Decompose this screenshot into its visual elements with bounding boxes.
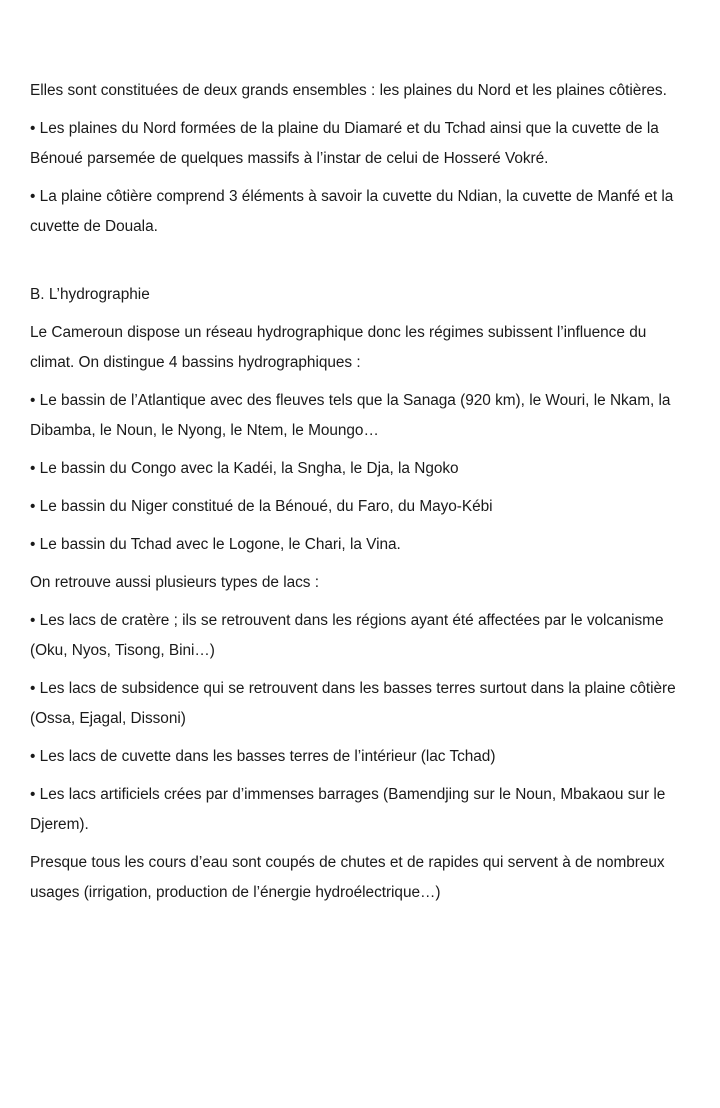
bullet-bassin-niger: • Le bassin du Niger constitué de la Bénoué, du Faro, du Mayo-Kébi (30, 498, 493, 515)
heading-hydrographie: B. L’hydrographie (30, 286, 150, 303)
bullet-plaine-cotiere: • La plaine côtière comprend 3 éléments à savoir la cuvette du Ndian, la cuvette de Manfé et la cuvette de Douala. (30, 188, 674, 235)
bullet-plaines-nord: • Les plaines du Nord formées de la plaine du Diamaré et du Tchad ainsi que la cuvette de la Bénoué parsemée de quelques massifs à l’instar de celui de Hosseré Vokré. (30, 120, 659, 167)
paragraph-types-lacs: On retrouve aussi plusieurs types de lacs : (30, 574, 319, 591)
bullet-lacs-subsidence: • Les lacs de subsidence qui se retrouvent dans les basses terres surtout dans la plaine côtière (Ossa, Ejagal, Dissoni) (30, 680, 676, 727)
paragraph-intro-plaines: Elles sont constituées de deux grands ensembles : les plaines du Nord et les plaines côtières. (30, 82, 667, 99)
document-body (30, 76, 694, 908)
paragraph-chutes-rapides: Presque tous les cours d’eau sont coupés de chutes et de rapides qui servent à de nombreux usages (irrigation, production de l’énergie hydroélectrique…) (30, 854, 665, 901)
bullet-bassin-tchad: • Le bassin du Tchad avec le Logone, le Chari, la Vina. (30, 536, 401, 553)
bullet-lacs-cuvette: • Les lacs de cuvette dans les basses terres de l’intérieur (lac Tchad) (30, 748, 496, 765)
bullet-bassin-congo: • Le bassin du Congo avec la Kadéi, la Sngha, le Dja, la Ngoko (30, 460, 459, 477)
bullet-lacs-artificiels: • Les lacs artificiels crées par d’immenses barrages (Bamendjing sur le Noun, Mbakaou sur le Djerem). (30, 786, 666, 833)
paragraph-reseau-hydrographique: Le Cameroun dispose un réseau hydrographique donc les régimes subissent l’influence du climat. On distingue 4 bassins hydrographiques : (30, 324, 647, 371)
bullet-bassin-atlantique: • Le bassin de l’Atlantique avec des fleuves tels que la Sanaga (920 km), le Wouri, le Nkam, la Dibamba, le Noun, le Nyong, le Ntem, le Moungo… (30, 392, 671, 439)
bullet-lacs-cratere: • Les lacs de cratère ; ils se retrouvent dans les régions ayant été affectées par le volcanisme (Oku, Nyos, Tisong, Bini…) (30, 612, 664, 659)
section-spacer (30, 250, 694, 280)
